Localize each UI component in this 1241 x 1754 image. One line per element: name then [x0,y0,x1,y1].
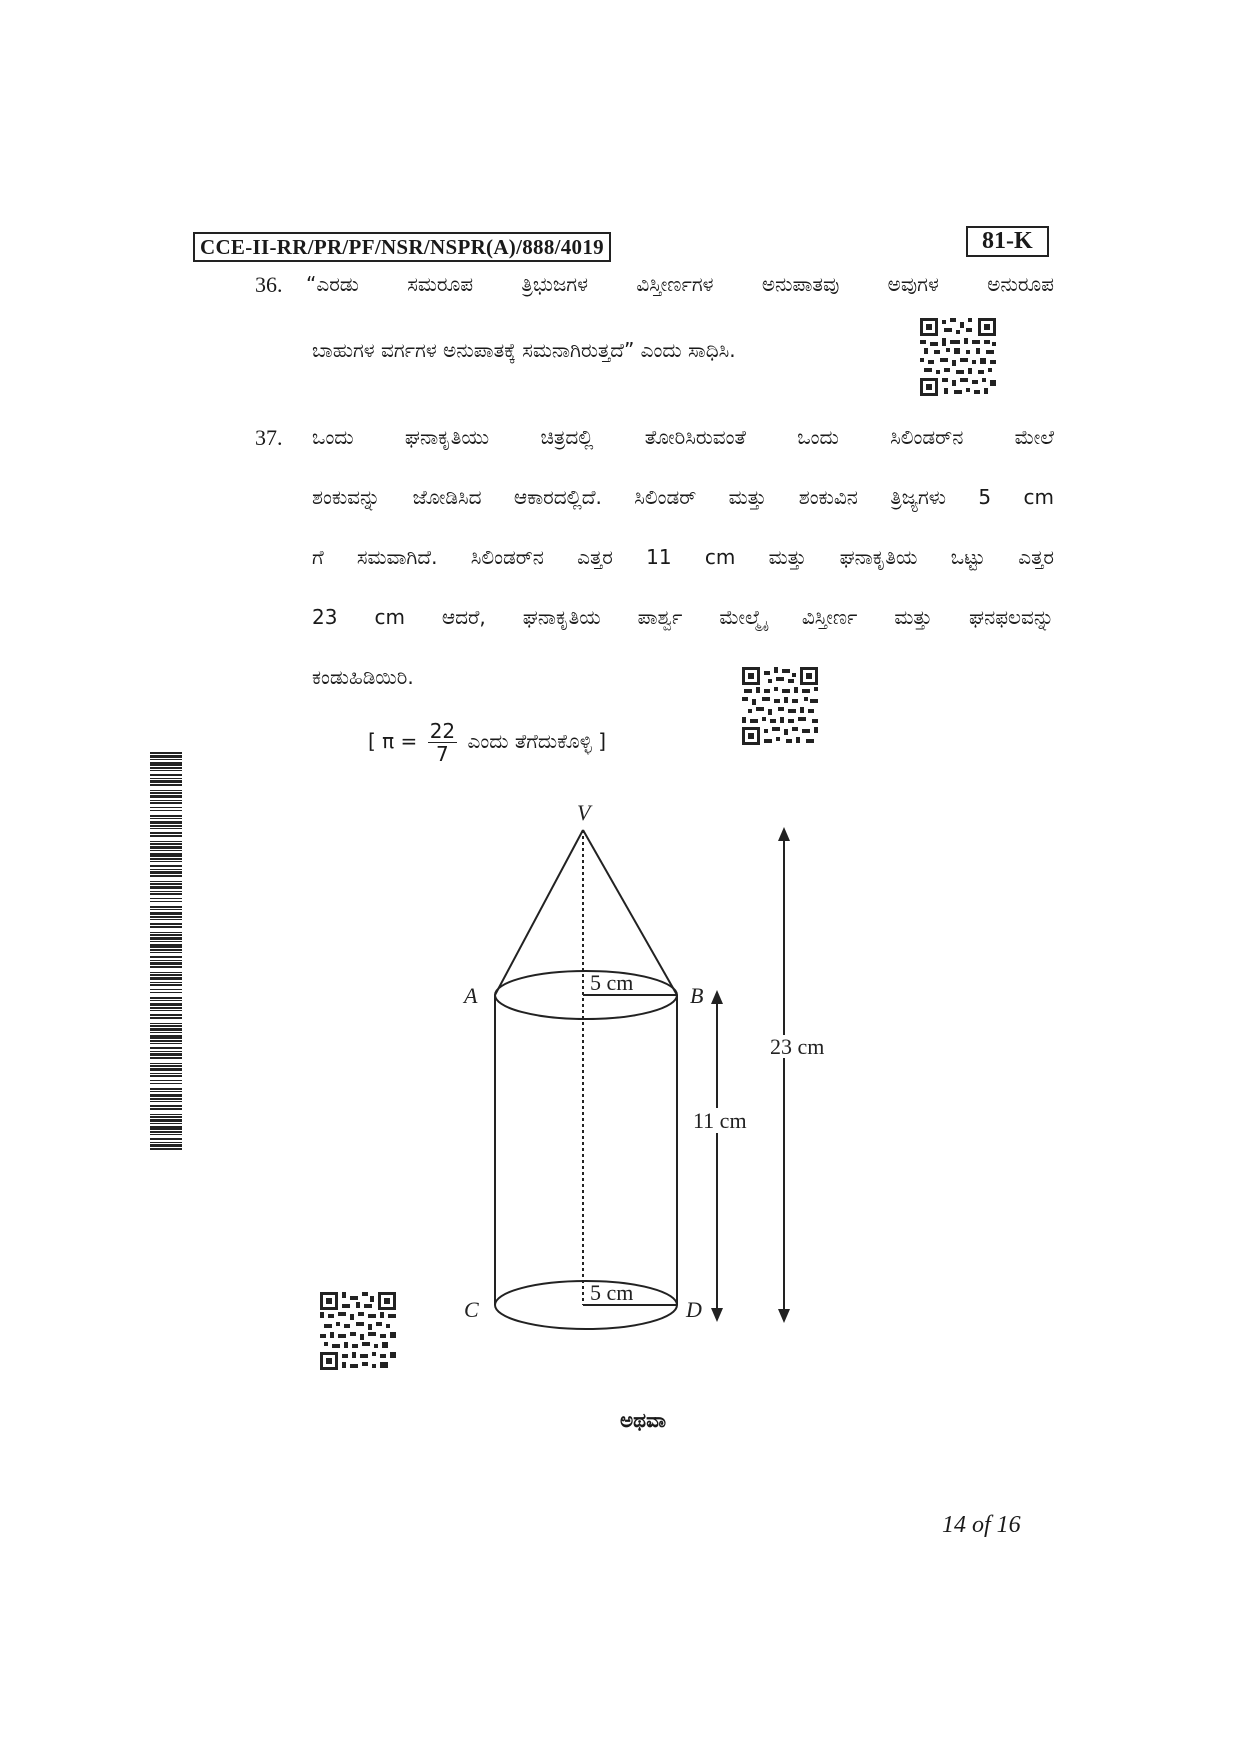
barcode-bar [150,1023,182,1024]
barcode-bar [150,850,182,851]
cone-cylinder-figure [440,790,900,1350]
barcode-bar [150,778,182,779]
barcode-bar [150,898,182,899]
barcode-bar [150,841,182,842]
barcode-bar [150,861,182,862]
barcode-bar [150,1144,182,1147]
barcode-bar [150,1017,182,1019]
qr-code-icon [920,318,996,396]
barcode-bar [150,1126,182,1130]
barcode-bar [150,1123,182,1124]
qr-code-icon [320,1292,396,1370]
barcode-bar [150,1003,182,1006]
barcode-bar [150,891,182,892]
barcode-bar [150,821,182,824]
barcode-bar [150,1134,182,1135]
barcode-bar [150,977,182,980]
barcode-bar [150,1047,182,1049]
question-36-line-2: ಬಾಹುಗಳ ವರ್ಗಗಳ ಅನುಪಾತಕ್ಕೆ ಸಮನಾಗಿರುತ್ತದೆ” ಎಂದು ಸಾಧಿಸಿ. [312,338,736,362]
barcode-bar [150,974,182,976]
barcode-bar [150,1138,182,1140]
barcode-bar [150,916,182,918]
barcode-bar [150,1028,182,1031]
fraction [428,720,457,765]
formula-close: ಎಂದು ತೆಗೆದುಕೊಳ್ಳಿ ] [467,729,607,753]
point-c-label: C [464,1297,479,1322]
cylinder-height-label: 11 cm [693,1108,747,1133]
cone-left-edge [495,830,583,995]
barcode-bar [150,784,182,786]
question-37-line-5: ಕಂಡುಹಿಡಿಯಿರಿ. [312,665,414,689]
barcode-bar [150,1063,182,1064]
barcode-bar [150,1000,182,1001]
barcode-bar [150,972,182,973]
barcode-bar [150,1080,182,1081]
barcode-bar [150,1091,182,1092]
barcode-bar [150,762,182,766]
question-36-number: 36. [255,272,283,297]
barcode-bar [150,1142,182,1143]
barcode-bar [150,1010,182,1011]
barcode-bar [150,871,182,874]
arrowhead-down-icon [711,1308,723,1322]
apex-label: V [577,800,591,825]
barcode-bar [150,1101,182,1102]
barcode-bar [150,1105,182,1107]
paper-code: CCE-II-RR/PR/PF/NSR/NSPR(A)/888/4019 [193,232,611,262]
barcode-bar [150,802,182,804]
barcode-bar [150,1014,182,1016]
barcode-bar [150,767,182,769]
barcode-bar [150,1051,182,1052]
barcode-bar [150,832,182,834]
barcode-bar [150,1040,182,1042]
barcode-bar [150,1073,182,1074]
arrowhead-up-icon [778,827,790,841]
barcode-bar [150,770,182,771]
barcode-bar [150,901,182,902]
barcode-bar [150,934,182,936]
point-a-label: A [464,983,478,1008]
barcode-bar [150,1094,182,1097]
bottom-radius-label: 5 cm [590,1280,634,1305]
barcode-bar [150,810,182,811]
barcode-bar [150,886,182,889]
barcode-bar [150,1025,182,1027]
question-36-line-1: “ಎರಡು ಸಮರೂಪ ತ್ರಿಭುಜಗಳ ವಿಸ್ತೀರ್ಣಗಳ ಅನುಪಾತವು ಅವುಗಳ ಅನುರೂಪ [306,272,1054,296]
barcode-bar [150,1035,182,1039]
barcode-bar [150,792,182,794]
barcode-bar [150,1032,182,1033]
barcode-bar [150,984,182,986]
arrowhead-up-icon [711,990,723,1004]
barcode-bar [150,881,182,882]
barcode-bar [150,883,182,885]
point-b-label: B [690,983,704,1008]
question-37-line-3: ಗೆ ಸಮವಾಗಿದೆ. ಸಿಲಿಂಡರ್‌ನ ಎತ್ತರ 11 cm ಮತ್ತು ಘನಾಕೃತಿಯ ಒಟ್ಟು ಎತ್ತರ [312,545,1054,569]
qr-code-icon [742,667,818,745]
formula-open: [ π = [368,729,418,753]
barcode-bar [150,1007,182,1009]
barcode-bar [150,774,182,776]
barcode-bar [150,1065,182,1067]
question-37-number: 37. [255,425,283,450]
barcode-bar [150,949,182,951]
barcode-bar [150,800,182,801]
barcode-bar [150,956,182,958]
barcode-bar [150,923,182,925]
barcode-bar [150,1131,182,1133]
barcode-bar [150,1043,182,1044]
barcode-bar [150,960,182,961]
barcode-bar [150,1088,182,1090]
barcode-bar [150,926,182,928]
barcode-bar [150,815,182,817]
barcode-bar [150,846,182,849]
barcode-bar [150,944,182,948]
barcode-bar [150,755,182,758]
pi-formula [368,720,606,765]
barcode-bar [150,795,182,798]
arrowhead-down-icon [778,1309,790,1323]
barcode-bar [150,759,182,760]
barcode-bar [150,1148,182,1150]
barcode-bar [150,982,182,983]
barcode-bar [150,853,182,857]
barcode-bar [150,1057,182,1059]
barcode-bar [150,790,182,791]
barcode-bar [150,906,182,908]
barcode-bar [150,828,182,829]
barcode-bar [150,825,182,827]
barcode-icon [150,752,182,1152]
barcode-bar [150,912,182,915]
barcode-bar [150,865,182,867]
barcode-bar [150,932,182,933]
barcode-bar [150,919,182,920]
barcode-bar [150,1068,182,1071]
barcode-bar [150,992,182,993]
barcode-bar [150,1119,182,1122]
barcode-bar [150,1053,182,1056]
barcode-bar [150,941,182,942]
barcode-bar [150,989,182,990]
barcode-bar [150,835,182,837]
barcode-bar [150,1114,182,1115]
question-37-line-1: ಒಂದು ಘನಾಕೃತಿಯು ಚಿತ್ರದಲ್ಲಿ ತೋರಿಸಿರುವಂತೆ ಒಂದು ಸಿಲಿಂಡರ್‌ನ ಮೇಲೆ [312,425,1054,449]
barcode-bar [150,752,182,754]
fraction-denominator: 7 [436,742,449,766]
barcode-bar [150,780,182,783]
or-label: ಅಥವಾ [620,1408,666,1432]
barcode-bar [150,875,182,877]
page-number: 14 of 16 [942,1512,1021,1538]
barcode-bar [150,1075,182,1077]
barcode-bar [150,869,182,870]
barcode-bar [150,997,182,999]
point-d-label: D [686,1297,702,1322]
barcode-bar [150,952,182,953]
barcode-bar [150,858,182,860]
barcode-bar [150,966,182,968]
barcode-bar [150,818,182,819]
barcode-bar [150,1116,182,1118]
total-height-label: 23 cm [770,1034,825,1059]
barcode-bar [150,893,182,895]
barcode-bar [150,1083,182,1084]
question-37-line-2: ಶಂಕುವನ್ನು ಜೋಡಿಸಿದ ಆಕಾರದಲ್ಲಿದೆ. ಸಿಲಿಂಡರ್ ಮತ್ತು ಶಂಕುವಿನ ತ್ರಿಜ್ಯಗಳು 5 cm [312,485,1054,509]
barcode-bar [150,962,182,965]
subject-code: 81-K [966,226,1049,257]
barcode-bar [150,843,182,845]
barcode-bar [150,807,182,808]
top-radius-label: 5 cm [590,970,634,995]
barcode-bar [150,937,182,940]
question-37-line-4: 23 cm ಆದರೆ, ಘನಾಕೃತಿಯ ಪಾರ್ಶ್ವ ಮೇಲ್ಮೈ ವಿಸ್ತೀರ್ಣ ಮತ್ತು ಘನಫಲವನ್ನು [312,605,1054,629]
fraction-numerator: 22 [429,719,456,743]
barcode-bar [150,1098,182,1100]
barcode-bar [150,1108,182,1110]
barcode-bar [150,909,182,910]
